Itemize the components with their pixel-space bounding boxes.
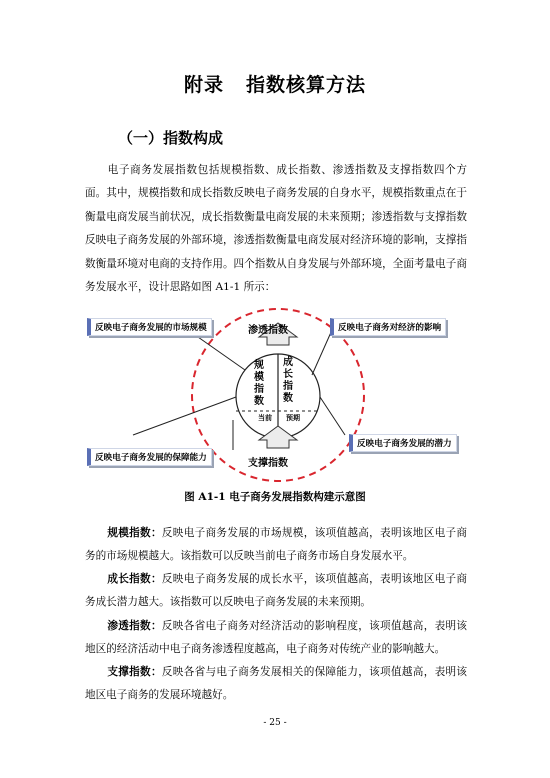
index-structure-diagram <box>85 305 475 485</box>
definition-text: 反映电子商务发展的成长水平，该项值越高，表明该地区电子商务成长潜力越大。该指数可以反映电子商务发展的未来预期。 <box>85 573 468 609</box>
label-growth-index: 成长指数 <box>283 357 293 404</box>
box-economic-impact: 反映电子商务对经济的影响 <box>330 318 446 336</box>
figure-caption: 图 A1-1 电子商务发展指数构建示意图 <box>184 491 366 503</box>
definition-term: 规模指数： <box>107 527 162 539</box>
definition-scale <box>85 522 467 569</box>
label-current: 当前 <box>258 414 272 422</box>
label-support-index: 支撑指数 <box>248 458 288 469</box>
connector-top-left <box>188 330 245 370</box>
definition-term: 支撑指数： <box>107 666 162 678</box>
definition-support <box>85 661 467 708</box>
section-heading: （一）指数构成 <box>118 129 224 147</box>
title-appendix: 附录 <box>183 74 224 96</box>
definition-penetration <box>85 615 467 662</box>
box-support-capability: 反映电子商务发展的保障能力 <box>87 448 212 466</box>
page-number: - 25 - <box>263 718 287 728</box>
connector-bottom-left <box>133 397 236 435</box>
definition-term: 渗透指数： <box>107 620 162 632</box>
connector-top-right <box>312 330 332 375</box>
intro-paragraph <box>85 159 467 299</box>
box-potential: 反映电子商务发展的潜力 <box>349 434 457 452</box>
label-expectation: 预期 <box>286 414 300 422</box>
definition-text: 反映各省与电子商务发展相关的保障能力，该项值越高，表明该地区电子商务的发展环境越好。 <box>85 666 468 702</box>
box-market-scale: 反映电子商务发展的市场规模 <box>87 318 212 336</box>
label-penetration-index: 渗透指数 <box>248 325 288 336</box>
page-title <box>0 70 550 97</box>
definition-text: 反映电子商务发展的市场规模，该项值越高，表明该地区电子商务的市场规模越大。该指数可以反映当前电子商务市场自身发展水平。 <box>85 527 468 563</box>
title-main: 指数核算方法 <box>246 74 367 96</box>
definition-growth <box>85 568 467 615</box>
label-scale-index: 规模指数 <box>254 360 264 407</box>
definition-term: 成长指数： <box>107 573 162 585</box>
intro-paragraph-text: 电子商务发展指数包括规模指数、成长指数、渗透指数及支撑指数四个方面。其中，规模指数和成长指数反映电子商务发展的自身水平，规模指数重点在于衡量电商发展当前状况，成长指数衡量电商发展的未来预期；渗透指数与支撑指数反映电子商务发展的外部环境，渗透指数衡量电商发展对经济环境的影响，支撑指数衡量环境对电商的支持作用。四个指数从自身发展与外部环境，全面考量电子商务发展水平，设计思路如图 A1-1 所示： <box>85 164 467 294</box>
connector-bottom-right <box>320 397 345 435</box>
definition-text: 反映各省电子商务对经济活动的影响程度，该项值越高，表明该地区的经济活动中电子商务渗透程度越高，电子商务对传统产业的影响越大。 <box>85 620 468 656</box>
